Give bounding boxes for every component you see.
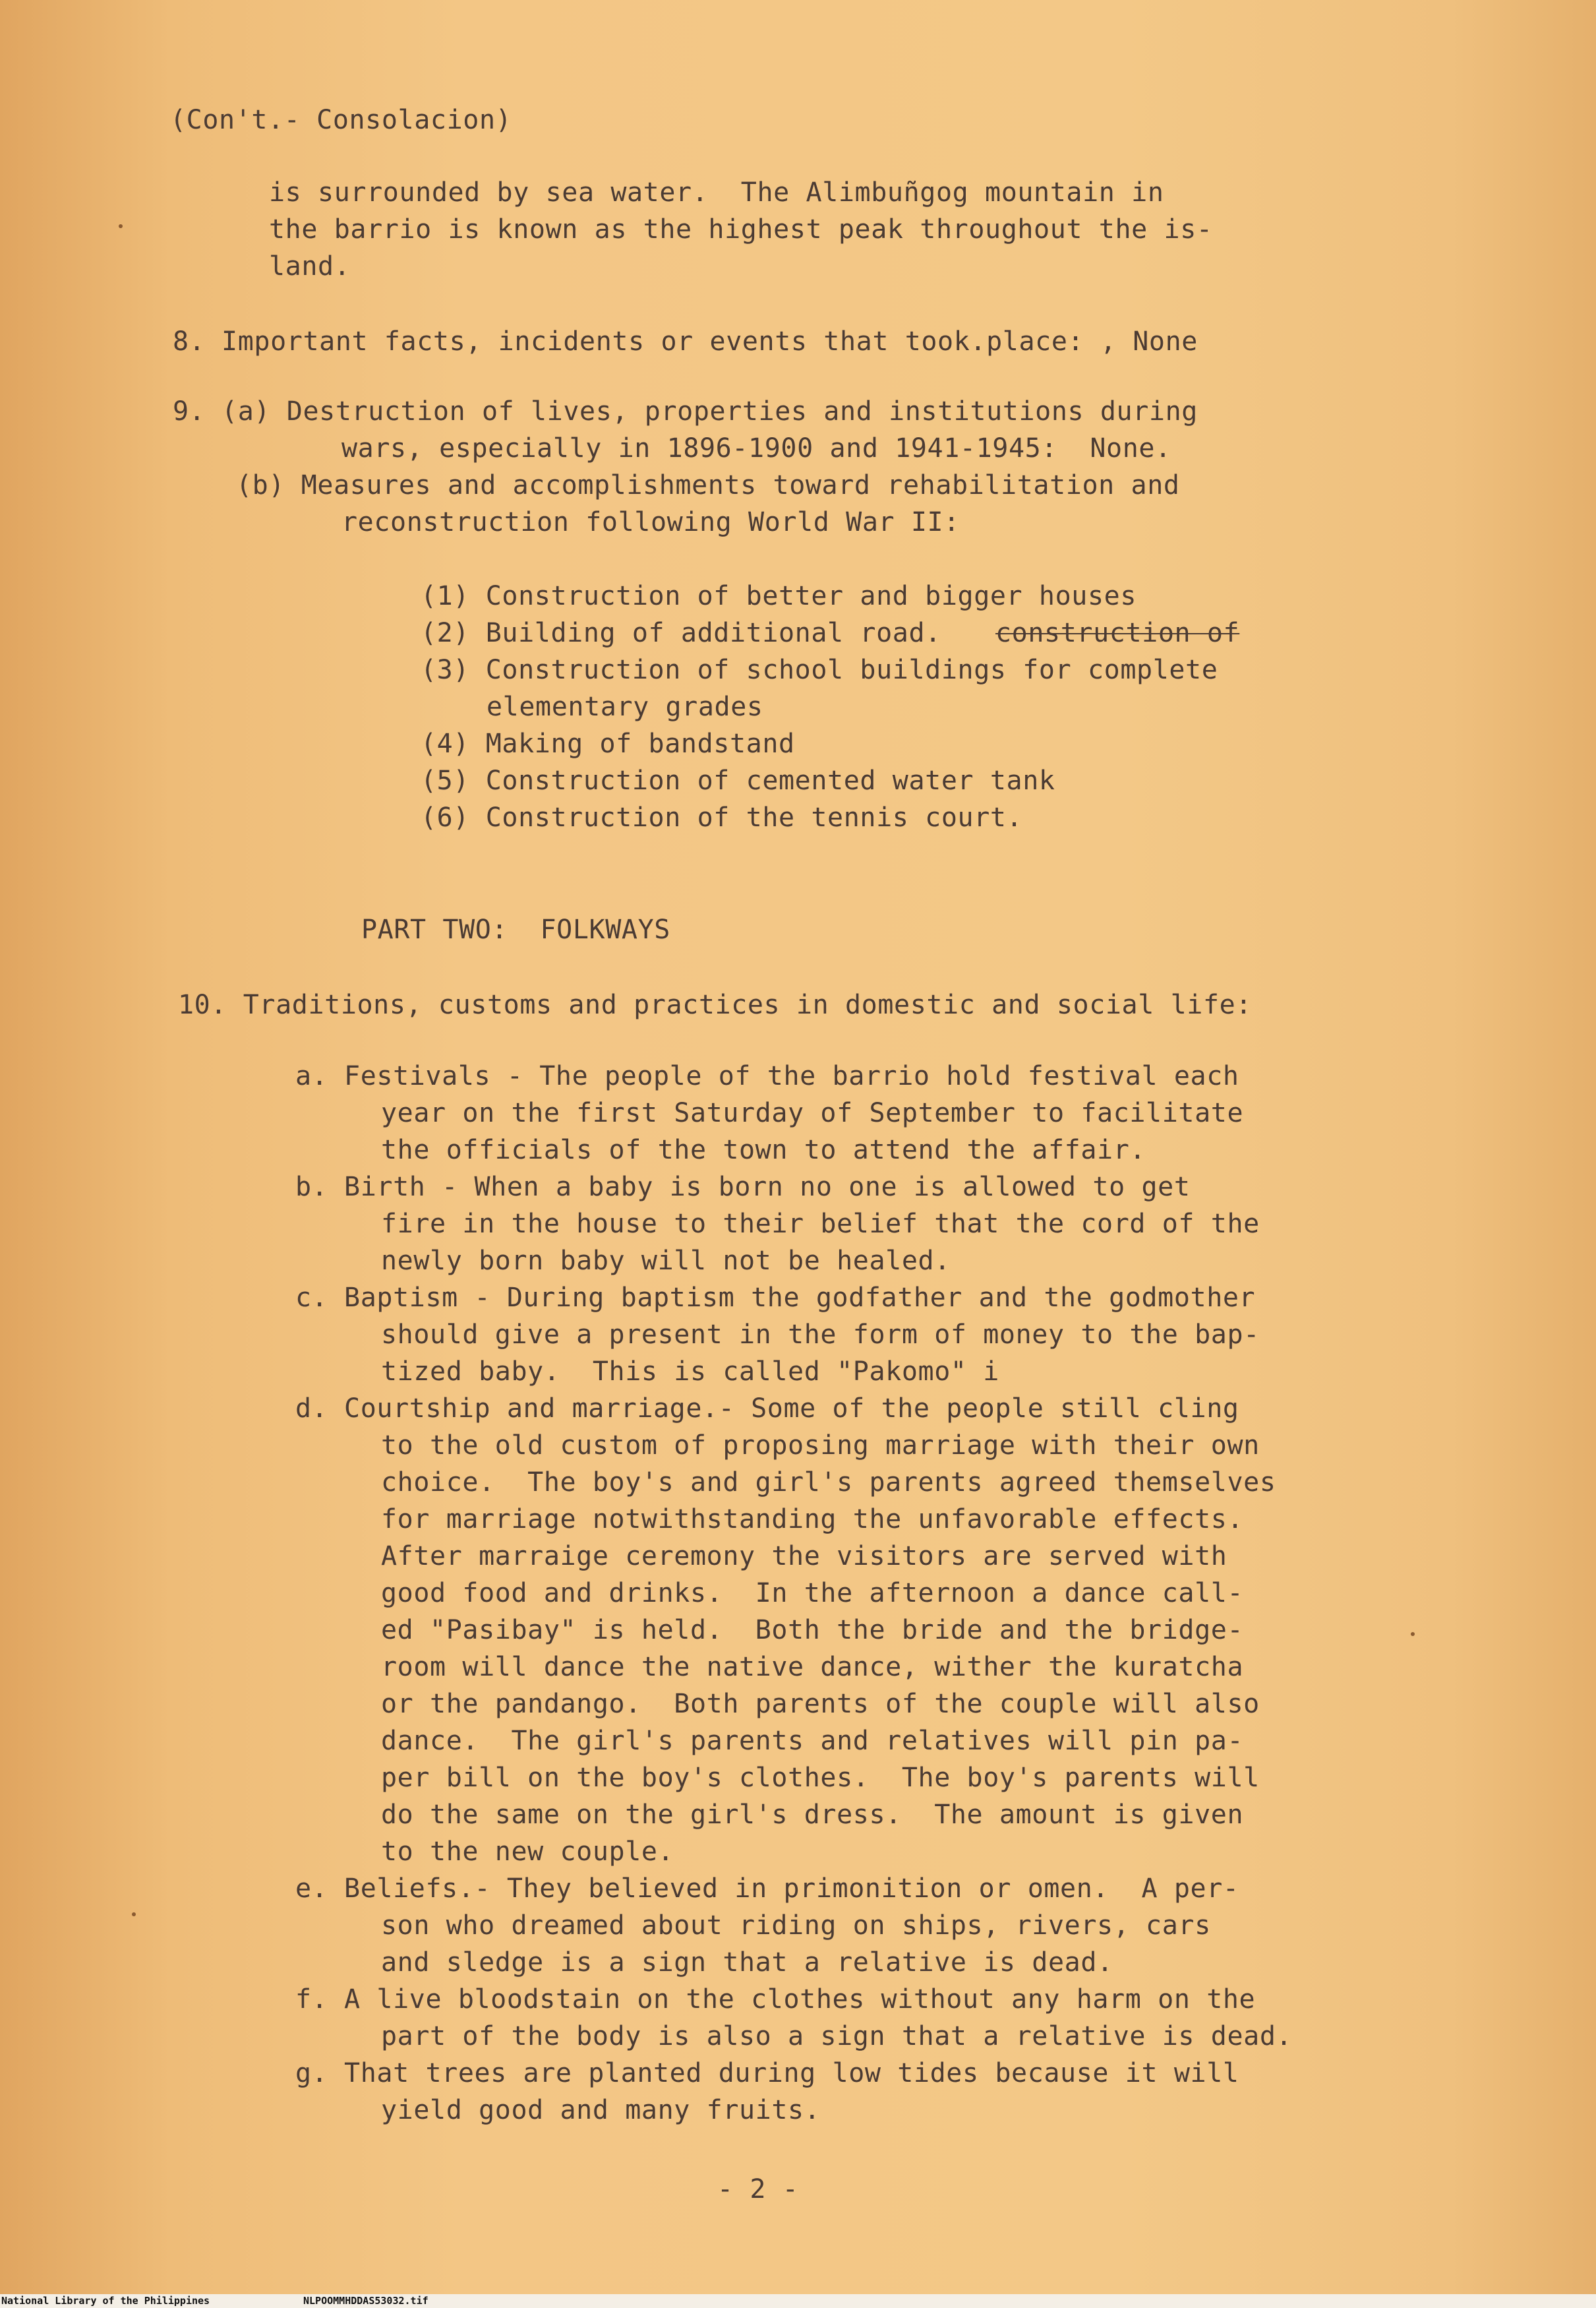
beliefs-line: and sledge is a sign that a relative is dead.	[381, 1947, 1113, 1978]
festivals-line: the officials of the town to attend the affair.	[381, 1135, 1146, 1165]
courtship-line: per bill on the boy's clothes. The boy's parents will	[381, 1763, 1260, 1793]
courtship-line: to the old custom of proposing marriage with their own	[381, 1430, 1260, 1461]
intro-line: land.	[269, 251, 351, 282]
footer-library-name: National Library of the Philippines	[1, 2295, 210, 2307]
measure-item: (3) Construction of school buildings for complete	[421, 655, 1218, 685]
courtship-line: d. Courtship and marriage.- Some of the people still cling	[295, 1393, 1239, 1424]
item-9a-line: 9. (a) Destruction of lives, properties and institutions during	[173, 396, 1198, 427]
page-number: - 2 -	[717, 2174, 799, 2204]
item-9a-line: wars, especially in 1896-1900 and 1941-1945: None.	[341, 433, 1171, 464]
paper-speck	[132, 1912, 136, 1916]
courtship-line: After marraige ceremony the visitors are served with	[381, 1541, 1227, 1571]
baptism-line: c. Baptism - During baptism the godfather and the godmother	[295, 1283, 1256, 1313]
trees-line: yield good and many fruits.	[381, 2095, 821, 2125]
beliefs-line: e. Beliefs.- They believed in primonition or omen. A per-	[295, 1873, 1239, 1904]
item-9b-line: (b) Measures and accomplishments toward rehabilitation and	[236, 470, 1180, 501]
birth-line: newly born baby will not be healed.	[381, 1246, 951, 1276]
trees-line: g. That trees are planted during low tides because it will	[295, 2058, 1239, 2088]
baptism-line: tized baby. This is called "Pakomo" i	[381, 1356, 999, 1387]
birth-line: fire in the house to their belief that the cord of the	[381, 1209, 1260, 1239]
struck-out-text: construction of	[995, 618, 1240, 648]
courtship-line: or the pandango. Both parents of the couple will also	[381, 1689, 1260, 1719]
footer-bar	[0, 2294, 1596, 2308]
courtship-line: for marriage notwithstanding the unfavorable effects.	[381, 1504, 1244, 1534]
measure-item: (5) Construction of cemented water tank	[421, 766, 1055, 796]
courtship-line: to the new couple.	[381, 1837, 674, 1867]
courtship-line: do the same on the girl's dress. The amount is given	[381, 1800, 1244, 1830]
beliefs-line: son who dreamed about riding on ships, rivers, cars	[381, 1910, 1211, 1941]
courtship-line: choice. The boy's and girl's parents agreed themselves	[381, 1467, 1276, 1498]
item-10-heading: 10. Traditions, customs and practices in domestic and social life:	[178, 990, 1253, 1020]
paper-speck	[1411, 1632, 1415, 1636]
measure-item: (2) Building of additional road.	[421, 618, 941, 648]
measure-item-continuation: elementary grades	[487, 692, 763, 722]
courtship-line: dance. The girl's parents and relatives will pin pa-	[381, 1726, 1244, 1756]
courtship-line: ed "Pasibay" is held. Both the bride and the bridge-	[381, 1615, 1244, 1645]
paper-speck	[119, 224, 123, 228]
intro-line: the barrio is known as the highest peak throughout the is-	[269, 214, 1213, 245]
continuation-header: (Con't.- Consolacion)	[170, 105, 512, 135]
festivals-line: year on the first Saturday of September to facilitate	[381, 1098, 1244, 1128]
intro-line: is surrounded by sea water. The Alimbuñgog mountain in	[269, 177, 1164, 208]
part-two-heading: PART TWO: FOLKWAYS	[361, 915, 670, 945]
bloodstain-line: part of the body is also a sign that a relative is dead.	[381, 2021, 1293, 2051]
item-8-important-facts: 8. Important facts, incidents or events that took.place: , None	[173, 326, 1198, 357]
courtship-line: good food and drinks. In the afternoon a dance call-	[381, 1578, 1244, 1608]
baptism-line: should give a present in the form of money to the bap-	[381, 1320, 1260, 1350]
measure-item: (1) Construction of better and bigger houses	[421, 581, 1137, 611]
measure-item: (4) Making of bandstand	[421, 729, 795, 759]
festivals-line: a. Festivals - The people of the barrio hold festival each	[295, 1061, 1239, 1091]
footer-file-id: NLPOOMMHDDAS53032.tif	[303, 2295, 429, 2307]
birth-line: b. Birth - When a baby is born no one is allowed to get	[295, 1172, 1191, 1202]
item-9b-line: reconstruction following World War II:	[341, 507, 960, 537]
courtship-line: room will dance the native dance, wither the kuratcha	[381, 1652, 1244, 1682]
measure-item: (6) Construction of the tennis court.	[421, 803, 1023, 833]
bloodstain-line: f. A live bloodstain on the clothes without any harm on the	[295, 1984, 1256, 2015]
